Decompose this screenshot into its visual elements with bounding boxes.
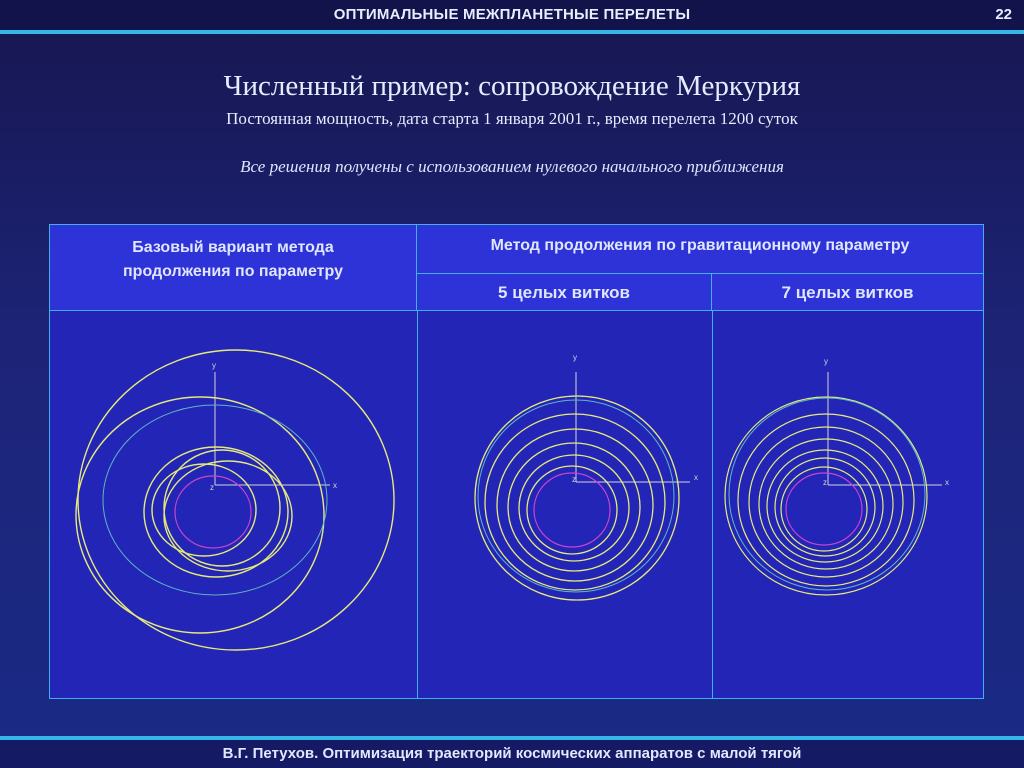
five-revolutions-header: 5 целых витков (417, 274, 712, 311)
trajectory-plot-5-revolutions (475, 353, 698, 600)
plot-axes (576, 372, 690, 482)
trajectory-plot-base (76, 350, 394, 650)
plot-axes (828, 372, 942, 485)
mercury-orbit (534, 473, 610, 547)
y-axis-label: y (824, 357, 828, 366)
header-title: ОПТИМАЛЬНЫЕ МЕЖПЛАНЕТНЫЕ ПЕРЕЛЕТЫ (333, 6, 691, 23)
y-axis-label: y (573, 353, 577, 362)
page-number: 22 (995, 6, 1012, 23)
x-axis-label: x (333, 481, 337, 490)
gravity-method-header: Метод продолжения по гравитационному параметру (417, 225, 983, 274)
trajectory-curves (76, 350, 394, 650)
plot-axes (215, 372, 330, 485)
slide-subtitle: Постоянная мощность, дата старта 1 января 2001 г., время перелета 1200 суток (226, 109, 798, 128)
slide-title: Численный пример: сопровождение Меркурия (223, 70, 801, 102)
base-header-line2: продолжения по параметру (123, 263, 343, 280)
seven-revolutions-header: 7 целых витков (712, 274, 983, 311)
trajectory-plot-7-revolutions (725, 357, 949, 595)
footer-text: В.Г. Петухов. Оптимизация траекторий космических аппаратов с малой тягой (222, 745, 802, 762)
x-axis-label: x (694, 473, 698, 482)
z-axis-label: z (210, 483, 214, 492)
z-axis-label: z (572, 475, 576, 484)
base-header-line1: Базовый вариант метода (132, 239, 334, 256)
footer-bar (0, 740, 1024, 768)
z-axis-label: z (823, 478, 827, 487)
slide-note: Все решения получены с использованием нулевого начального приближения (240, 157, 784, 176)
y-axis-label: y (212, 361, 216, 370)
x-axis-label: x (945, 478, 949, 487)
trajectory-curves (475, 396, 679, 600)
